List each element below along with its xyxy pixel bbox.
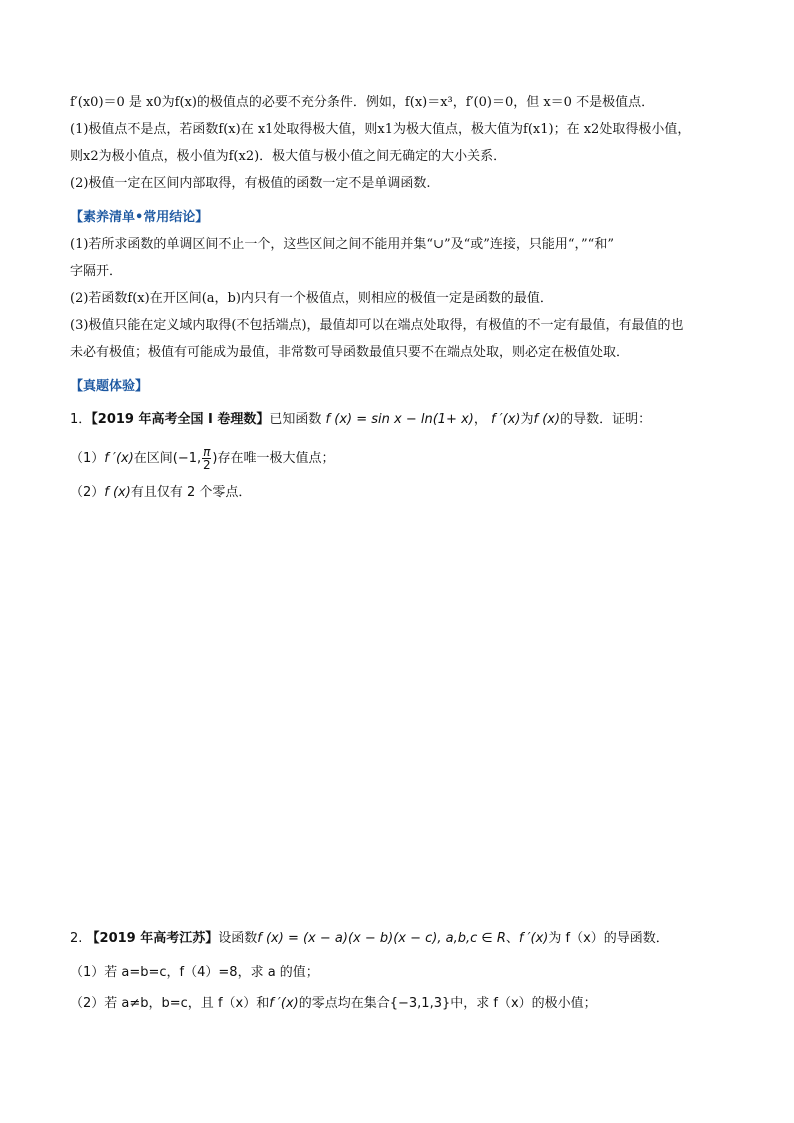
problem-2-part-2-text-c: 中，求 f（x）的极小值； (450, 996, 597, 1011)
problem-1-part-2 (70, 484, 251, 502)
problem-2-part-1: （1）若 a=b=c，f（4）=8，求 a 的值； (70, 965, 319, 980)
problem-2-text-a: 设函数 (218, 931, 258, 946)
note-line-4: (2)极值一定在区间内部取得，有极值的函数一定不是单调函数. (70, 176, 431, 191)
problem-2-deriv: f ′(x) (518, 931, 549, 946)
part-1-text-b: 存在唯一极大值点； (217, 451, 335, 466)
part-1-deriv: f ′(x) (104, 451, 134, 466)
problem-2-formula: f (x) = (x − a)(x − b)(x − c), a,b,c ∈ R (257, 931, 506, 946)
conclusion-1a: (1)若所求函数的单调区间不止一个，这些区间之间不能用并集“∪”及“或”连接，只能用“，”“和” (70, 237, 614, 252)
problem-1-fx: f (x) (533, 412, 561, 427)
problem-1-text-d: 的导数．证明： (560, 412, 652, 427)
conclusion-1b: 字隔开． (70, 264, 123, 279)
section-title-exam: 【真题体验】 (70, 379, 149, 394)
fraction-denominator: 2 (202, 458, 211, 472)
problem-1-text-a: 已知函数 (269, 412, 322, 427)
problem-1-text-c: 为 (520, 412, 534, 427)
problem-2-part-2-deriv: f ′(x) (269, 996, 299, 1011)
part-2-fx: f (x) (104, 485, 131, 500)
problem-2-part-2-text-b: 的零点均在集合 (298, 996, 390, 1011)
problem-2-number: 2. (70, 931, 83, 946)
part-1-interval-right: ) (212, 451, 218, 466)
fraction-numerator: π (203, 445, 211, 459)
problem-2-part-2 (70, 995, 597, 1013)
problem-1-stem (70, 411, 651, 429)
problem-1-part-1 (70, 446, 335, 471)
problem-2-source: 【2019 年高考江苏】 (86, 931, 219, 946)
conclusion-2: (2)若函数f(x)在开区间(a，b)内只有一个极值点，则相应的极值一定是函数的最值． (70, 291, 553, 306)
part-2-label: （2） (70, 485, 105, 500)
conclusion-3b: 未必有极值；极值有可能成为最值，非常数可导函数最值只要不在端点处取，则必定在极值处取． (70, 345, 630, 360)
part-1-interval-left: (−1, (172, 451, 202, 466)
problem-2-part-2-text-a: （2）若 a≠b，b=c，且 f（x）和 (70, 996, 270, 1011)
problem-1-text-b: ， (473, 412, 487, 427)
note-line-3: 则x2为极小值点，极小值为f(x2)．极大值与极小值之间无确定的大小关系． (70, 149, 507, 164)
problem-2-text-b: 、 (505, 931, 519, 946)
problem-1-source: 【2019 年高考全国 I 卷理数】 (91, 412, 270, 427)
part-2-text: 有且仅有 2 个零点． (130, 485, 252, 500)
problem-2-text-c: 为 f（x）的导函数． (548, 931, 669, 946)
problem-2-stem (70, 930, 669, 948)
problem-1-number: 1． (70, 412, 92, 427)
conclusion-3a: (3)极值只能在定义域内取得(不包括端点)，最值却可以在端点处取得，有极值的不一定有最值，有最值的也 (70, 318, 684, 333)
problem-1-deriv: f ′(x) (491, 412, 521, 427)
section-title-conclusions: 【素养清单•常用结论】 (70, 210, 209, 225)
note-line-1: f′(x0)＝0 是 x0为f(x)的极值点的必要不充分条件．例如，f(x)＝x³，f′(0)＝0，但 x＝0 不是极值点． (70, 95, 655, 110)
note-line-2: (1)极值点不是点，若函数f(x)在 x1处取得极大值，则x1为极大值点，极大值为f(x1)；在 x2处取得极小值， (70, 122, 691, 137)
problem-2-set: {−3,1,3} (389, 996, 451, 1011)
pi-over-2-fraction (202, 446, 211, 471)
problem-1-formula: f (x) = sin x − ln(1+ x) (325, 412, 474, 427)
part-1-text-a: 在区间 (133, 451, 173, 466)
part-1-label: （1） (70, 451, 105, 466)
